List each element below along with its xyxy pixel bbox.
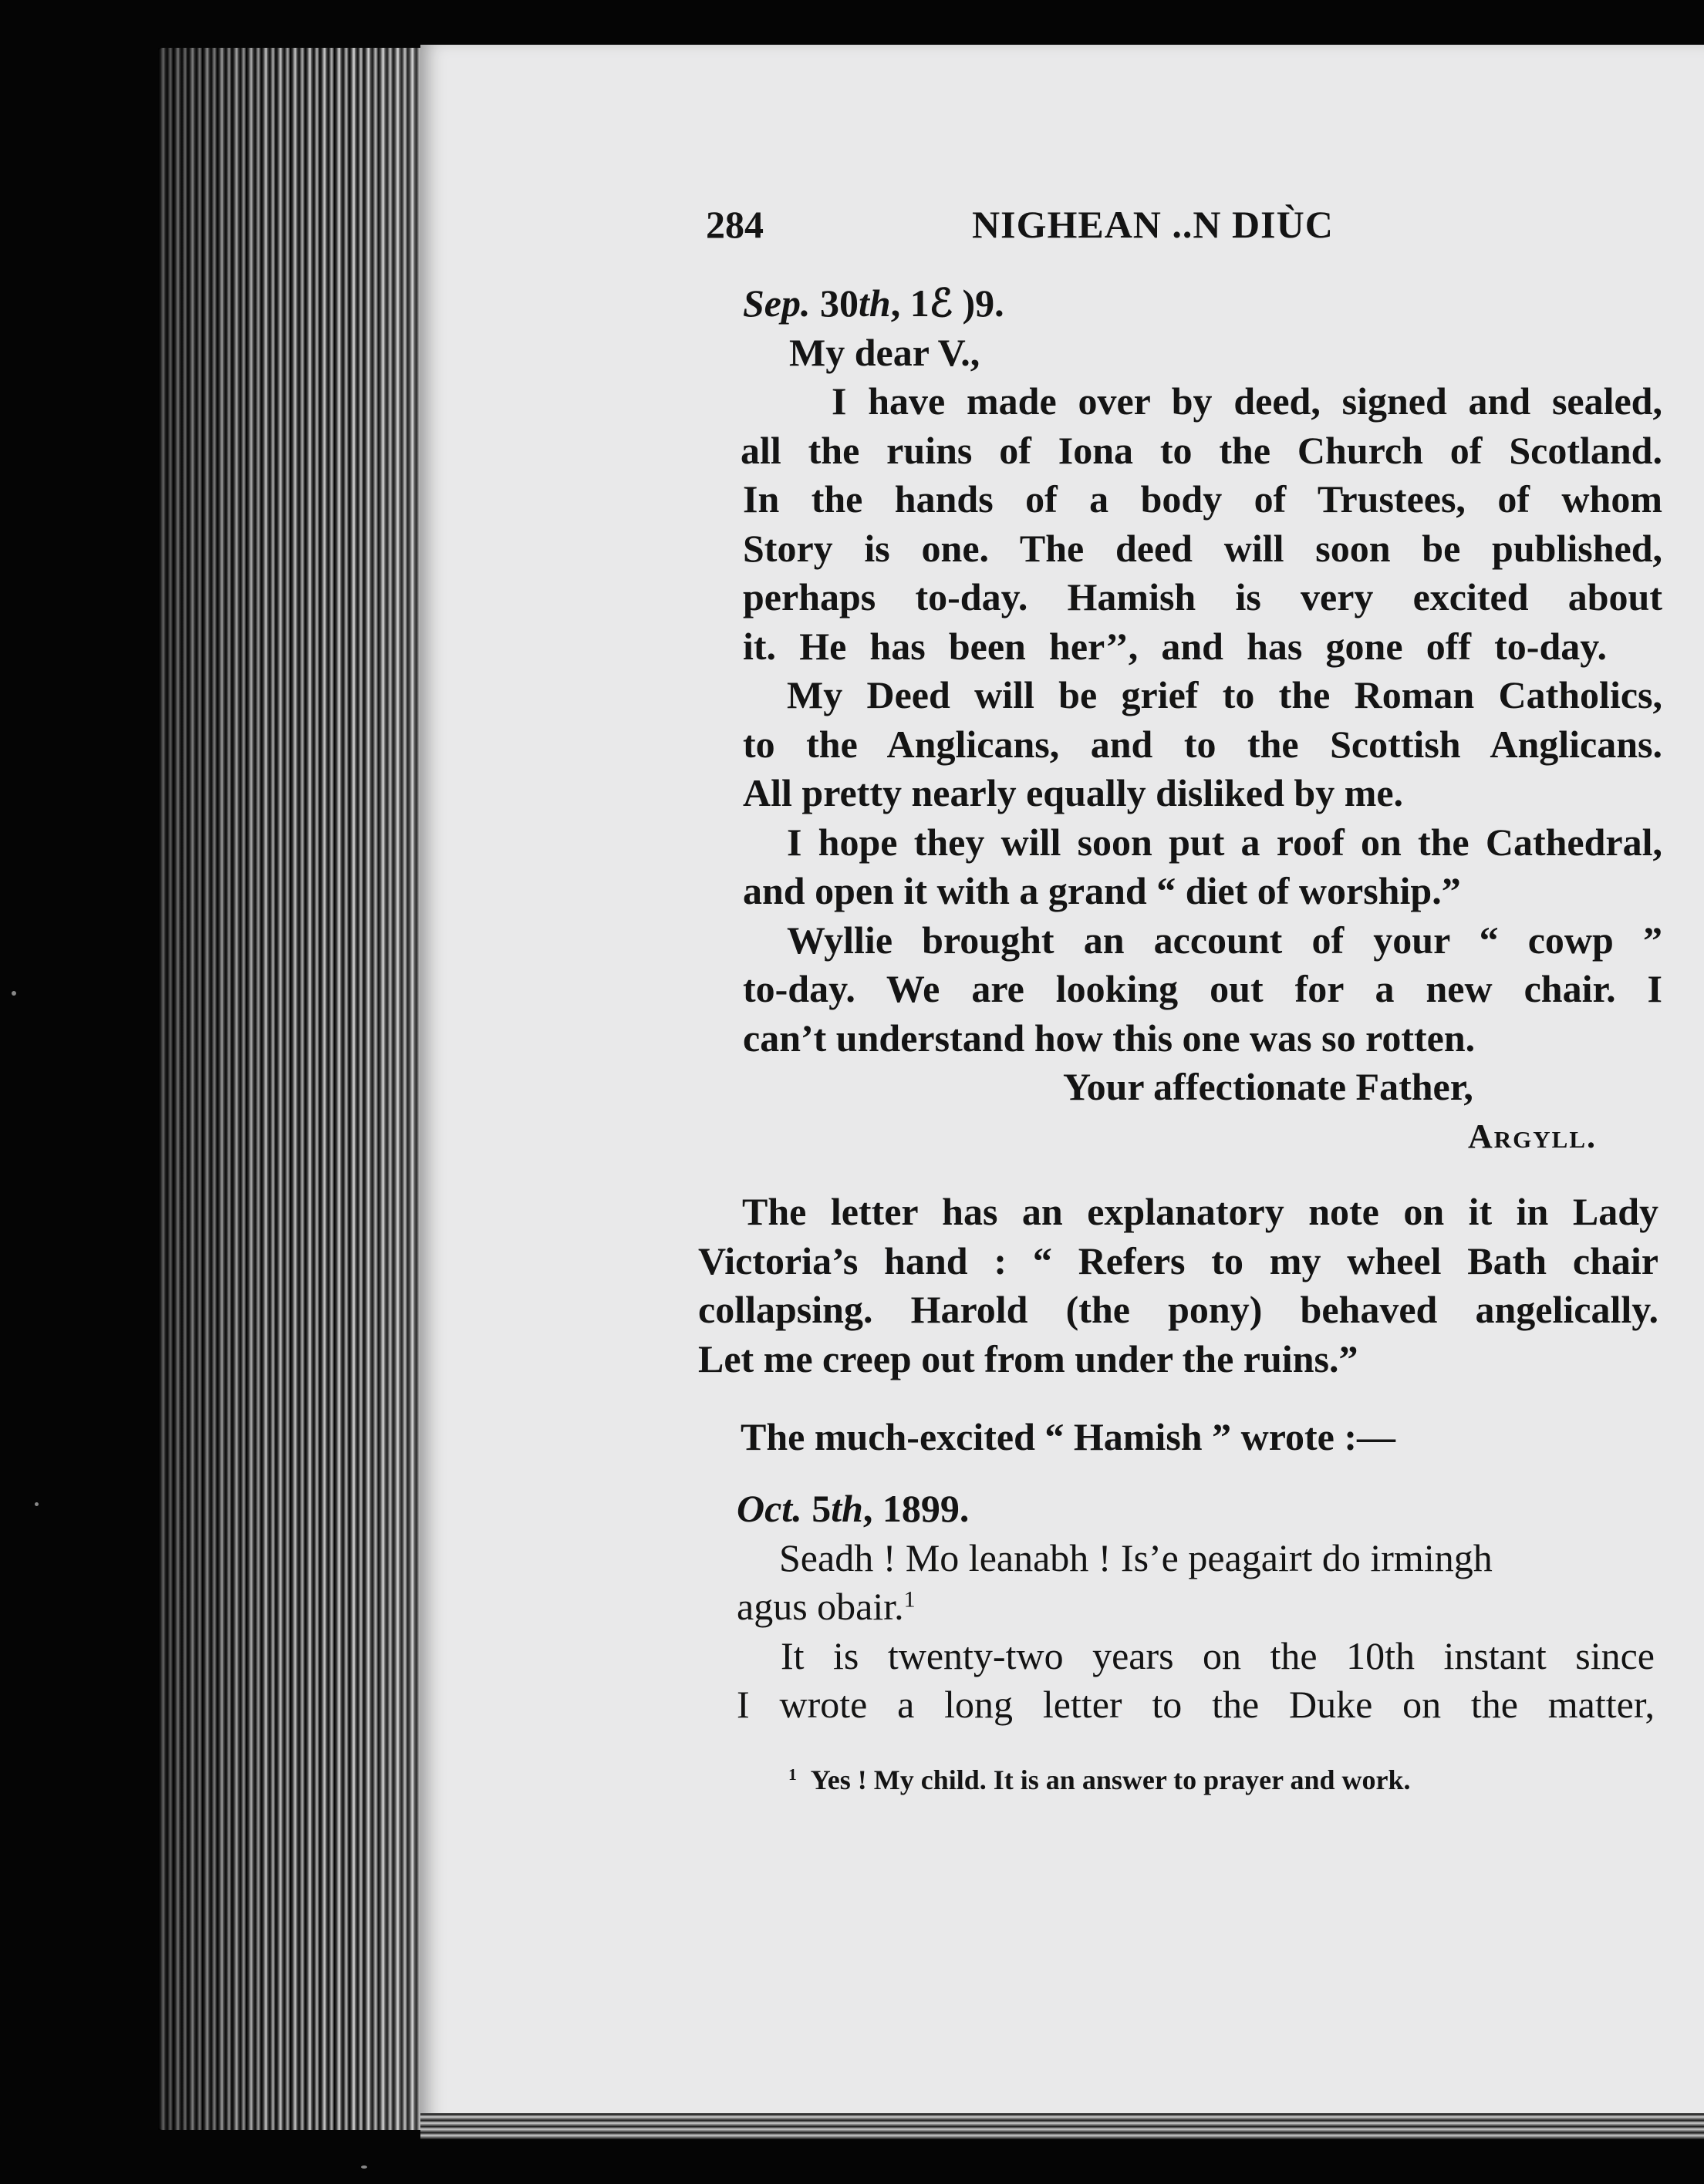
dust-speck: [35, 1502, 39, 1506]
letter-2-date: Oct. 5th, 1899.: [737, 1487, 970, 1530]
letter-1-line: In the hands of a body of Trustees, of whom: [743, 477, 1662, 521]
letter-2: [737, 1485, 1655, 1730]
letter-2-line: I wrote a long letter to the Duke on the matter,: [737, 1683, 1655, 1726]
note-paragraph: [698, 1188, 1658, 1384]
note-line: Victoria’s hand : “ Refers to my wheel Bath chair: [698, 1239, 1658, 1282]
letter-1-line: and open it with a grand “ diet of worship.”: [743, 869, 1461, 912]
letter-1-line: Story is one. The deed will soon be published,: [743, 526, 1662, 570]
page-edges-shadow: [158, 48, 428, 2130]
letter-1-line: all the ruins of Iona to the Church of Scotland.: [741, 428, 1662, 472]
dust-speck: [12, 991, 16, 996]
letter-2-line: It is twenty-two years on the 10th instant since: [781, 1633, 1655, 1677]
running-title: NIGHEAN ..N DIÙC: [972, 203, 1334, 246]
letter-1-salutation: My dear V.,: [789, 330, 980, 374]
letter-1-line: it. He has been her’’, and has gone off to-day.: [743, 624, 1607, 668]
footnote-reference[interactable]: 1: [903, 1586, 916, 1613]
note-line: collapsing. Harold (the pony) behaved angelically.: [698, 1288, 1658, 1331]
letter-1-line: I hope they will soon put a roof on the Cathedral,: [787, 820, 1662, 864]
hamish-intro-line: The much-excited “ Hamish ” wrote :—: [741, 1415, 1395, 1458]
letter-1-line: can’t understand how this one was so rotten.: [743, 1016, 1476, 1060]
letter-2-line: agus obair.$^1$: [737, 1585, 916, 1628]
letter-1-line: I have made over by deed, signed and sealed,: [832, 379, 1662, 423]
note-line: The letter has an explanatory note on it in Lady: [742, 1190, 1658, 1233]
letter-1: [743, 279, 1662, 1161]
footnote: [788, 1761, 1637, 1799]
letter-1-line: My Deed will be grief to the Roman Catholics,: [787, 673, 1662, 716]
dust-speck: [361, 2165, 367, 2169]
page-bottom-edge: [420, 2113, 1704, 2139]
letter-1-signature: Argyll.: [1468, 1117, 1598, 1155]
page-number: 284: [706, 203, 764, 246]
running-head: [706, 202, 1477, 256]
letter-1-closing: Your affectionate Father,: [1063, 1065, 1473, 1108]
letter-1-line: to-day. We are looking out for a new chair. I: [743, 967, 1662, 1010]
letter-1-line: All pretty nearly equally disliked by me.: [743, 771, 1404, 814]
letter-1-line: to the Anglicans, and to the Scottish Anglicans.: [743, 722, 1662, 766]
note-line: Let me creep out from under the ruins.”: [698, 1336, 1358, 1380]
footnote-line: $^1$ Yes ! My child. It is an answer to prayer and work.: [788, 1764, 1411, 1795]
hamish-intro: [741, 1413, 1651, 1462]
letter-1-date: Sep. 30th, 1ℰ )9.: [743, 281, 1004, 325]
letter-1-line: perhaps to-day. Hamish is very excited about: [743, 575, 1662, 618]
letter-2-line: Seadh ! Mo leanabh ! Is’e peagairt do irmingh: [779, 1535, 1493, 1579]
letter-1-line: Wyllie brought an account of your “ cowp ”: [787, 918, 1662, 962]
footnote-marker: 1: [788, 1765, 797, 1785]
